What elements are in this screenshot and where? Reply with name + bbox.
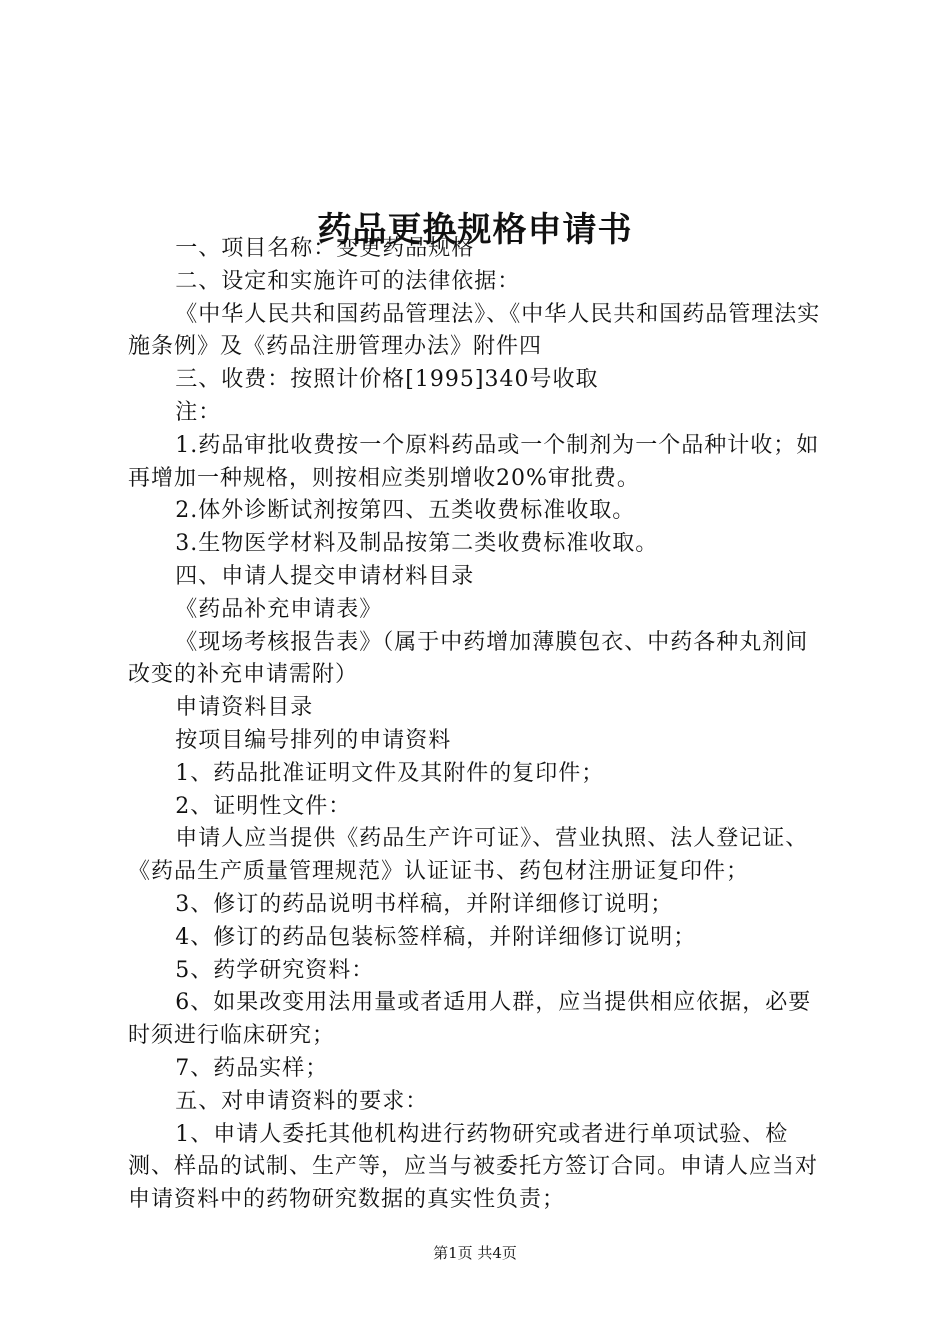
paragraph: 1、药品批准证明文件及其附件的复印件； <box>175 760 605 786</box>
document-body <box>128 233 830 1217</box>
paragraph: 三、收费：按照计价格[1995]340号收取 <box>175 367 599 393</box>
paragraph: 申请人应当提供《药品生产许可证》、营业执照、法人登记证、《药品生产质量管理规范》认证证书、药包材注册证复印件； <box>128 826 809 885</box>
paragraph: 6、如果改变用法用量或者适用人群，应当提供相应依据，必要时须进行临床研究； <box>128 990 812 1049</box>
paragraph: 二、设定和实施许可的法律依据： <box>175 268 521 294</box>
paragraph: 《药品补充申请表》 <box>175 596 383 622</box>
paragraph: 3.生物医学材料及制品按第二类收费标准收取。 <box>175 531 659 557</box>
paragraph: 注： <box>175 399 222 425</box>
paragraph: 5、药学研究资料： <box>175 957 375 983</box>
paragraph: 4、修订的药品包装标签样稿，并附详细修订说明； <box>175 924 697 950</box>
paragraph: 按项目编号排列的申请资料 <box>175 727 452 753</box>
paragraph: 一、项目名称：变更药品规格 <box>175 236 475 261</box>
paragraph: 四、申请人提交申请材料目录 <box>175 563 475 589</box>
paragraph: 2、证明性文件： <box>175 793 352 819</box>
paragraph: 《中华人民共和国药品管理法》、《中华人民共和国药品管理法实施条例》及《药品注册管理办法》附件四 <box>128 301 821 360</box>
paragraph: 1、申请人委托其他机构进行药物研究或者进行单项试验、检测、样品的试制、生产等，应当与被委托方签订合同。申请人应当对申请资料中的药物研究数据的真实性负责； <box>128 1121 819 1213</box>
paragraph: 《现场考核报告表》（属于中药增加薄膜包衣、中药各种丸剂间改变的补充申请需附） <box>128 629 809 688</box>
page-number-footer: 第1页 共4页 <box>433 1244 517 1262</box>
document-title: 药品更换规格申请书 <box>317 209 633 250</box>
paragraph: 1.药品审批收费按一个原料药品或一个制剂为一个品种计收；如再增加一种规格，则按相应类别增收20%审批费。 <box>128 432 820 491</box>
paragraph: 3、修订的药品说明书样稿，并附详细修订说明； <box>175 891 674 917</box>
paragraph: 7、药品实样； <box>175 1055 329 1081</box>
paragraph: 2.体外诊断试剂按第四、五类收费标准收取。 <box>175 498 636 524</box>
paragraph: 申请资料目录 <box>175 695 314 721</box>
paragraph: 五、对申请资料的要求： <box>175 1088 429 1114</box>
